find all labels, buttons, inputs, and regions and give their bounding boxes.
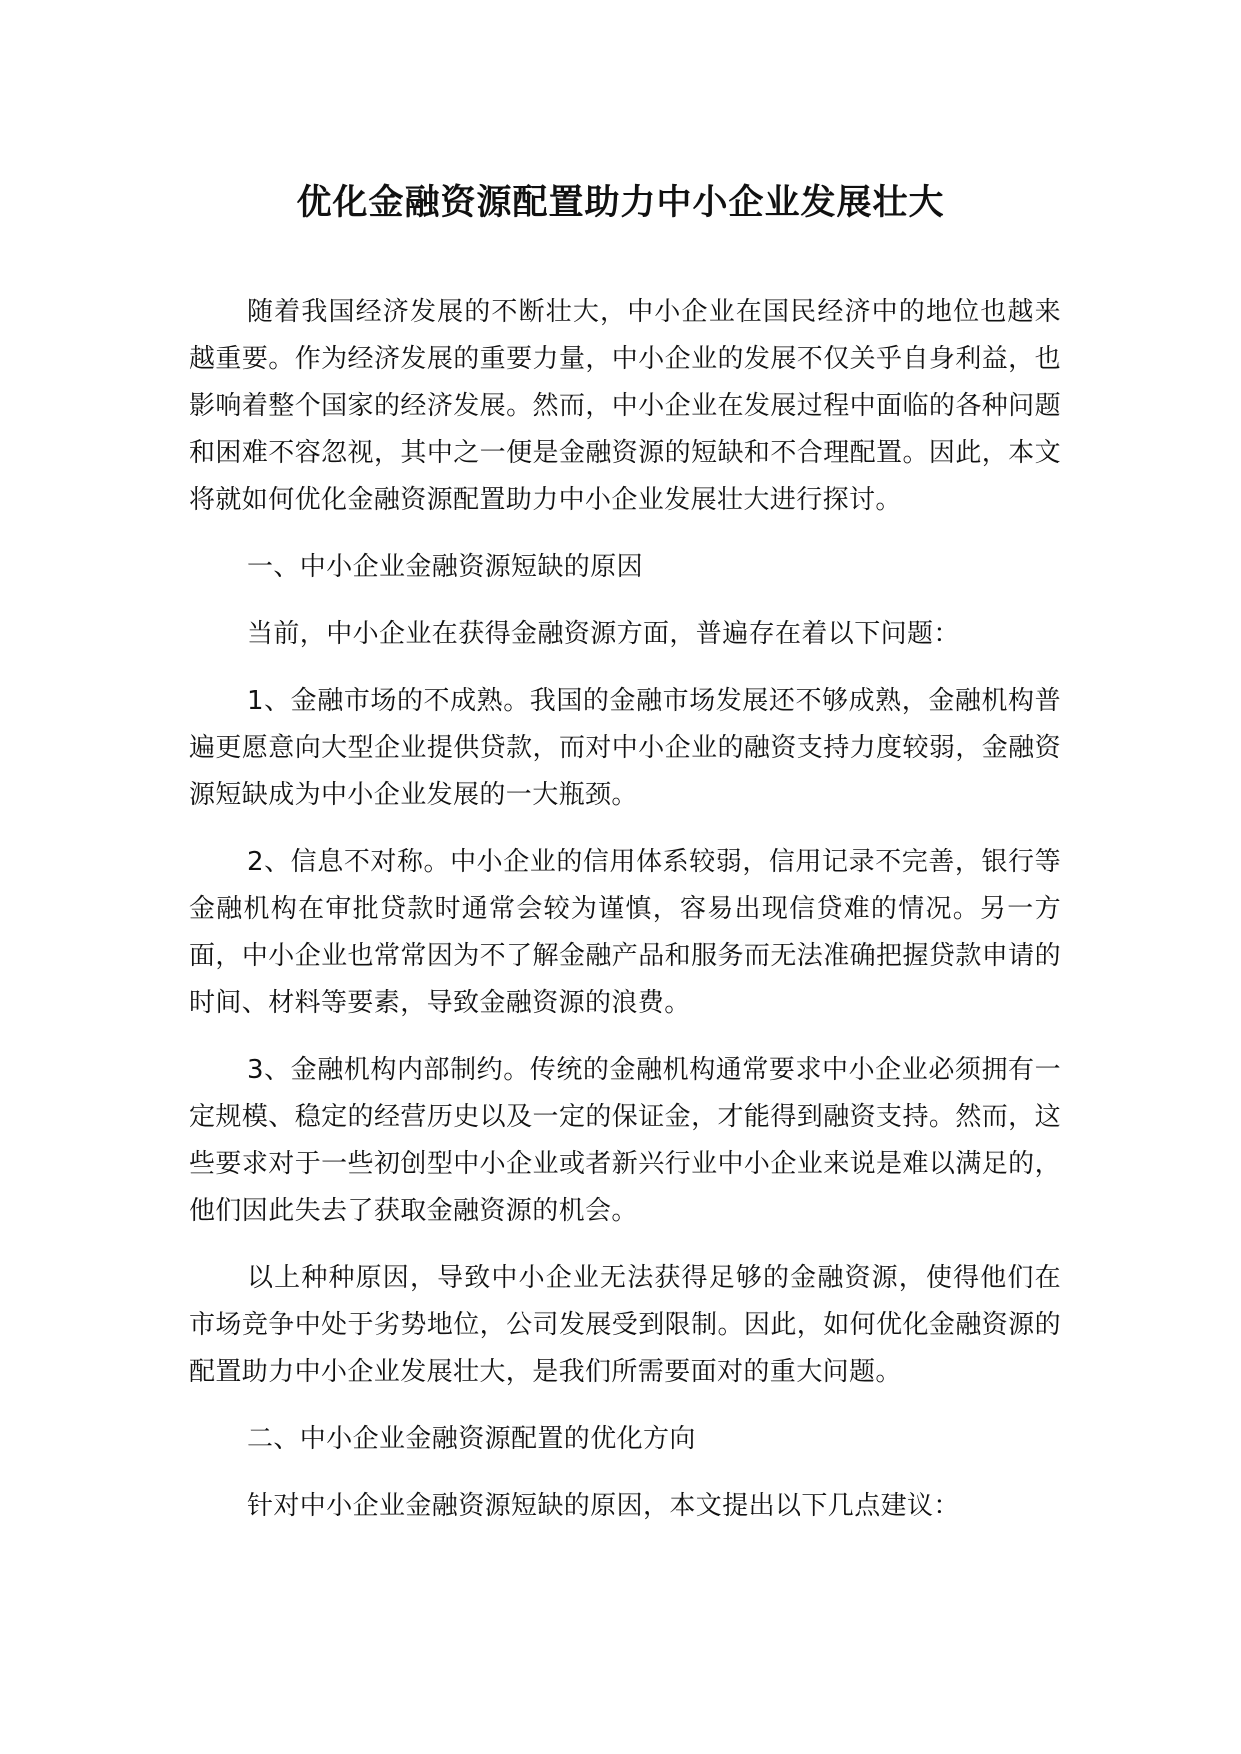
- section-heading-1: 一、中小企业金融资源短缺的原因: [247, 552, 644, 582]
- reason-paragraph-2: 2、信息不对称。中小企业的信用体系较弱，信用记录不完善，银行等金融机构在审批贷款时通常会较为谨慎，容易出现信贷难的情况。另一方面，中小企业也常常因为不了解金融产品和服务而无法准确把握贷款申请的时间、材料等要素，导致金融资源的浪费。: [189, 847, 1061, 1018]
- document-body: [189, 289, 1061, 1550]
- section-1-intro: 当前，中小企业在获得金融资源方面，普遍存在着以下问题：: [247, 619, 960, 649]
- reason-paragraph-3: 3、金融机构内部制约。传统的金融机构通常要求中小企业必须拥有一定规模、稳定的经营历史以及一定的保证金，才能得到融资支持。然而，这些要求对于一些初创型中小企业或者新兴行业中小企业来说是难以满足的，他们因此失去了获取金融资源的机会。: [189, 1055, 1061, 1226]
- summary-paragraph: 以上种种原因，导致中小企业无法获得足够的金融资源，使得他们在市场竞争中处于劣势地位，公司发展受到限制。因此，如何优化金融资源的配置助力中小企业发展壮大，是我们所需要面对的重大问题。: [189, 1263, 1061, 1387]
- intro-paragraph: 随着我国经济发展的不断壮大，中小企业在国民经济中的地位也越来越重要。作为经济发展的重要力量，中小企业的发展不仅关乎自身利益，也影响着整个国家的经济发展。然而，中小企业在发展过程中面临的各种问题和困难不容忽视，其中之一便是金融资源的短缺和不合理配置。因此，本文将就如何优化金融资源配置助力中小企业发展壮大进行探讨。: [189, 297, 1061, 515]
- section-2-intro: 针对中小企业金融资源短缺的原因，本文提出以下几点建议：: [247, 1491, 960, 1521]
- document-title: 优化金融资源配置助力中小企业发展壮大: [296, 183, 945, 223]
- section-heading-2: 二、中小企业金融资源配置的优化方向: [247, 1424, 696, 1454]
- reason-paragraph-1: 1、金融市场的不成熟。我国的金融市场发展还不够成熟，金融机构普遍更愿意向大型企业提供贷款，而对中小企业的融资支持力度较弱，金融资源短缺成为中小企业发展的一大瓶颈。: [189, 686, 1061, 810]
